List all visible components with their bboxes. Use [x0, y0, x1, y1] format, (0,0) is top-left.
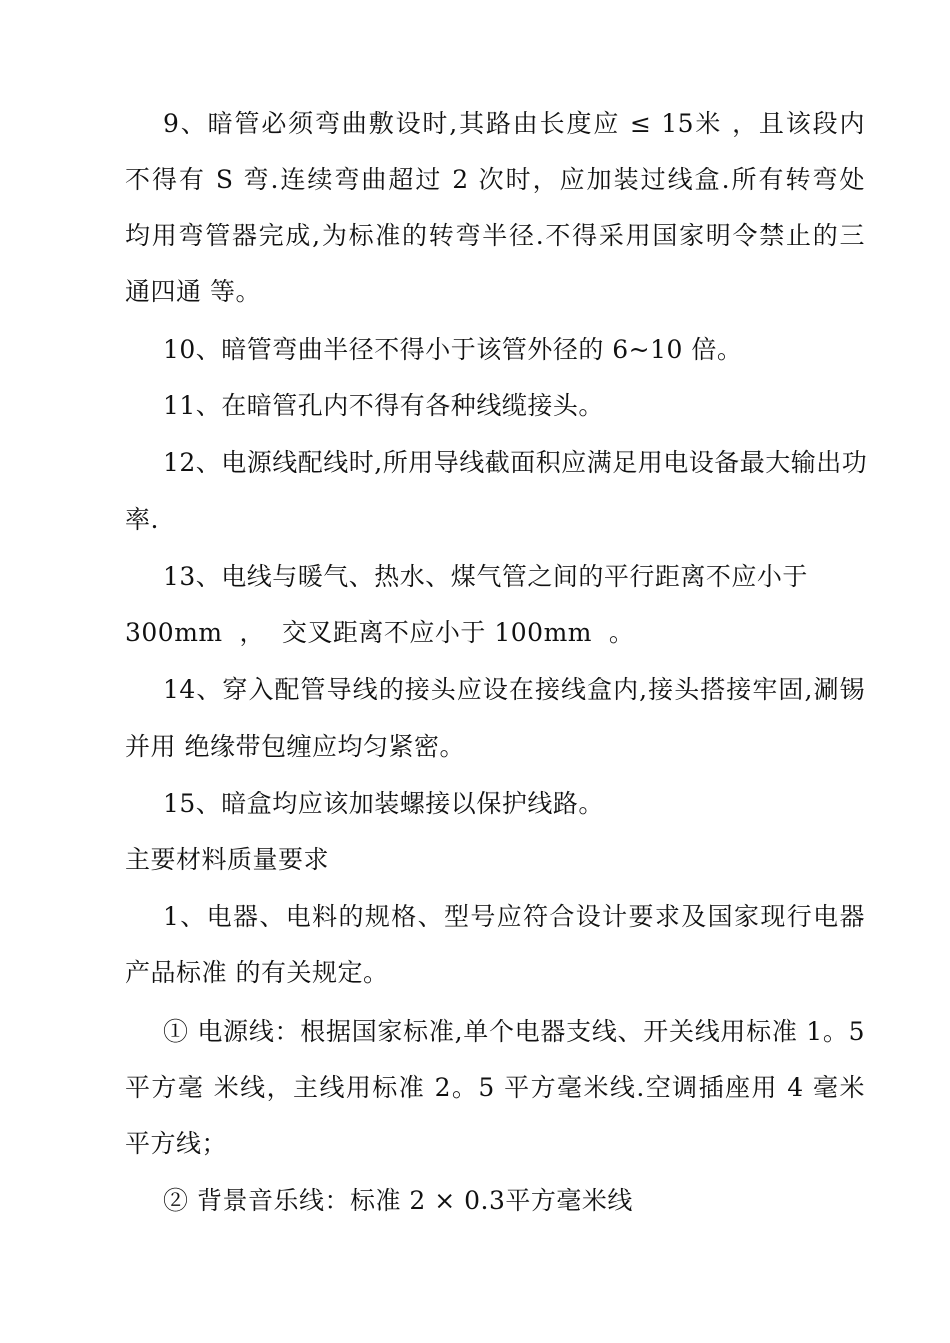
text-line: 1、电器、电料的规格、型号应符合设计要求及国家现行电器 — [163, 902, 865, 931]
text-line: ② 背景音乐线：标准 2 × 0.3平方毫米线 — [163, 1186, 633, 1215]
text-line: 12、电源线配线时,所用导线截面积应满足用电设备最大输出功 — [163, 448, 868, 477]
text-line: 率. — [125, 505, 159, 534]
text-line: 平方毫 米线，主线用标准 2。5 平方毫米线.空调插座用 4 毫米 — [125, 1073, 865, 1102]
text-line: 10、暗管弯曲半径不得小于该管外径的 6~10 倍。 — [163, 335, 743, 364]
text-line: 平方线； — [125, 1129, 228, 1158]
text-line: 13、电线与暖气、热水、煤气管之间的平行距离不应小于 — [163, 562, 808, 591]
text-line: 15、暗盒均应该加装螺接以保护线路。 — [163, 789, 604, 818]
section-heading: 主要材料质量要求 — [125, 845, 330, 874]
text-line: 通四通 等。 — [125, 277, 261, 306]
text-line: 300mm ， 交叉距离不应小于 100mm 。 — [125, 618, 635, 647]
text-line: 均用弯管器完成,为标准的转弯半径.不得采用国家明令禁止的三 — [125, 221, 865, 250]
text-line: 并用 绝缘带包缠应均匀紧密。 — [125, 732, 465, 761]
text-line: 产品标准 的有关规定。 — [125, 958, 389, 987]
text-line: 9、暗管必须弯曲敷设时,其路由长度应 ≤ 15米 ，且该段内 — [163, 109, 865, 138]
text-line: 不得有 S 弯.连续弯曲超过 2 次时，应加装过线盒.所有转弯处 — [125, 165, 865, 194]
text-line: ① 电源线：根据国家标准,单个电器支线、开关线用标准 1。5 — [163, 1017, 865, 1046]
text-line: 11、在暗管孔内不得有各种线缆接头。 — [163, 391, 604, 420]
text-line: 14、穿入配管导线的接头应设在接线盒内,接头搭接牢固,涮锡 — [163, 675, 865, 704]
